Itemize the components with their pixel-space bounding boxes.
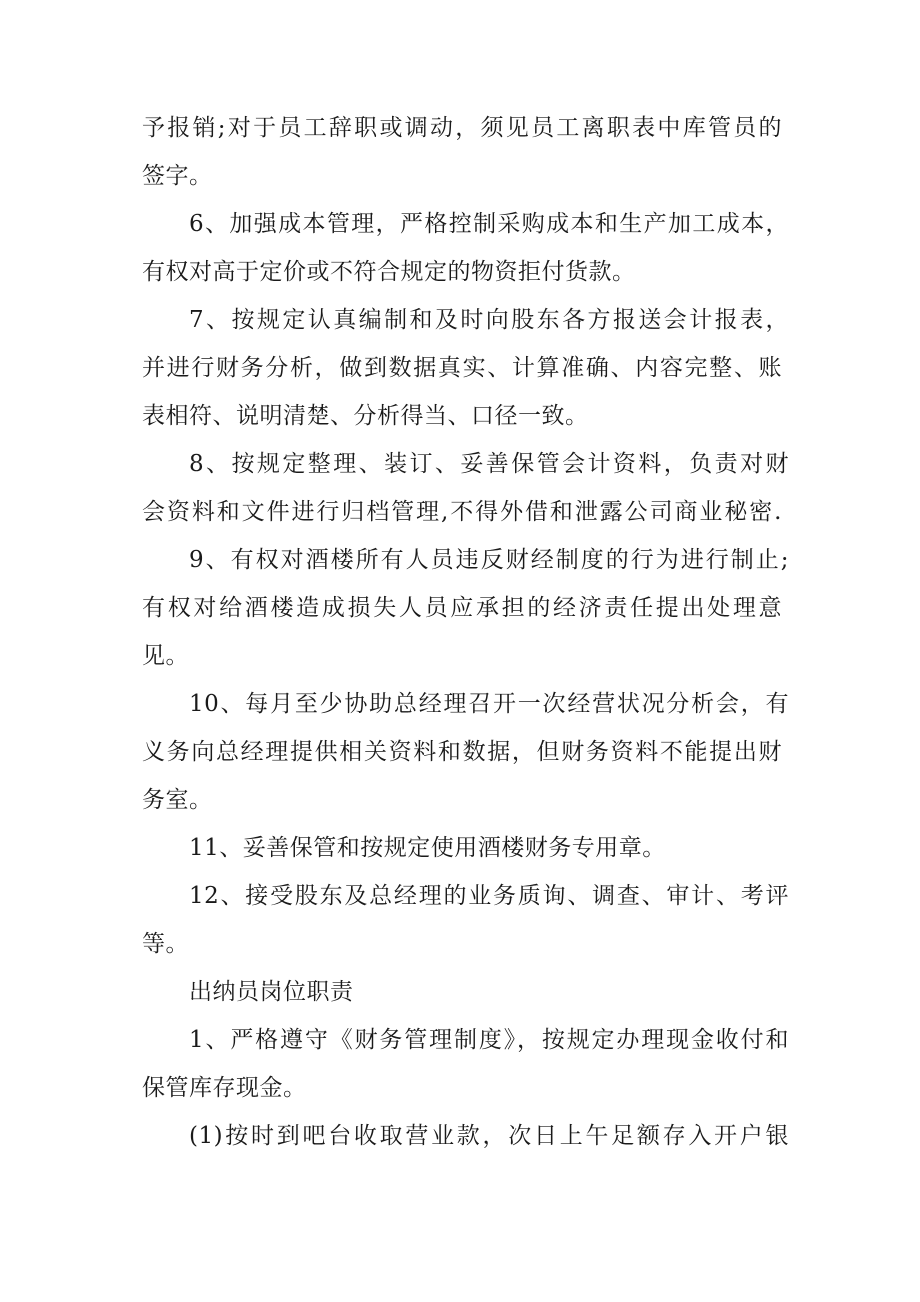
text-line: 保管库存现金。 <box>142 1075 307 1101</box>
paragraph-item-12: 12、接受股东及总经理的业务质询、调查、审计、考评 <box>189 883 789 909</box>
paragraph-item-8: 8、按规定整理、装订、妥善保管会计资料，负责对财 <box>189 451 789 477</box>
text-line: 签字。 <box>142 163 213 189</box>
section-heading: 出纳员岗位职责 <box>189 979 354 1005</box>
text-line: 会资料和文件进行归档管理,不得外借和泄露公司商业秘密. <box>142 499 782 525</box>
text-line: 表相符、说明清楚、分析得当、口径一致。 <box>142 403 589 429</box>
paragraph-item-11: 11、妥善保管和按规定使用酒楼财务专用章。 <box>189 835 666 861</box>
sub-item-1: (1)按时到吧台收取营业款，次日上午足额存入开户银 <box>189 1123 789 1149</box>
paragraph-item-1: 1、严格遵守《财务管理制度》，按规定办理现金收付和 <box>189 1027 789 1053</box>
text-line: 有权对高于定价或不符合规定的物资拒付货款。 <box>142 259 636 285</box>
text-line: 见。 <box>142 643 189 669</box>
text-line: 予报销;对于员工辞职或调动，须见员工离职表中库管员的 <box>142 115 782 141</box>
text-line: 有权对给酒楼造成损失人员应承担的经济责任提出处理意 <box>142 595 782 621</box>
paragraph-item-7: 7、按规定认真编制和及时向股东各方报送会计报表， <box>189 307 789 333</box>
text-line: 并进行财务分析，做到数据真实、计算准确、内容完整、账 <box>142 355 782 381</box>
text-line: 义务向总经理提供相关资料和数据，但财务资料不能提出财 <box>142 739 782 765</box>
text-line: 等。 <box>142 931 189 957</box>
paragraph-item-9: 9、有权对酒楼所有人员违反财经制度的行为进行制止; <box>189 547 789 573</box>
paragraph-item-10: 10、每月至少协助总经理召开一次经营状况分析会，有 <box>189 691 789 717</box>
text-line: 务室。 <box>142 787 213 813</box>
paragraph-item-6: 6、加强成本管理，严格控制采购成本和生产加工成本， <box>189 211 789 237</box>
